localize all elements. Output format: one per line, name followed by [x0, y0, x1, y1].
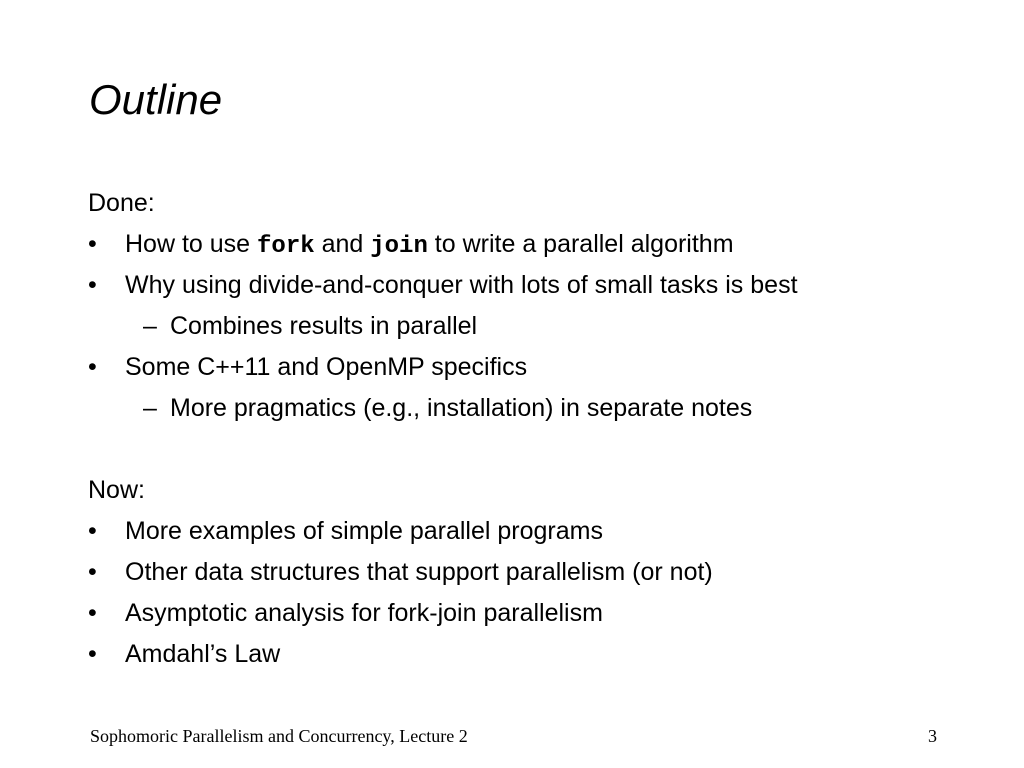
now-item — [88, 594, 988, 635]
dash-icon: – — [143, 394, 157, 422]
bullet-icon: • — [88, 230, 97, 258]
now-heading: Now: — [88, 476, 145, 504]
bullet-icon: • — [88, 353, 97, 381]
done-item-divide-conquer-text: Why using divide-and-conquer with lots of small tasks is best — [125, 271, 798, 299]
footer-course-title: Sophomoric Parallelism and Concurrency, Lecture 2 — [90, 726, 468, 746]
done-list — [88, 225, 988, 430]
code-fork: fork — [257, 233, 315, 260]
done-item-divide-conquer — [88, 266, 988, 307]
bullet-icon: • — [88, 640, 97, 668]
now-list — [88, 512, 988, 676]
footer-page-number: 3 — [928, 726, 937, 746]
done-heading: Done: — [88, 189, 155, 217]
done-subitem-pragmatics — [88, 389, 988, 430]
done-item-fork-join-after: to write a parallel algorithm — [427, 230, 734, 258]
dash-icon: – — [143, 312, 157, 340]
now-item — [88, 635, 988, 676]
now-item — [88, 512, 988, 553]
bullet-icon: • — [88, 271, 97, 299]
done-item-fork-join-middle: and — [314, 230, 371, 258]
bullet-icon: • — [88, 599, 97, 627]
done-item-specifics-text: Some C++11 and OpenMP specifics — [125, 353, 528, 381]
slide-title: Outline — [89, 76, 223, 123]
section-spacer — [88, 430, 988, 471]
now-item — [88, 553, 988, 594]
done-item-fork-join — [88, 225, 988, 266]
now-item-text: Other data structures that support parallelism (or not) — [125, 558, 713, 586]
now-item-text: Amdahl’s Law — [125, 640, 281, 668]
bullet-icon: • — [88, 517, 97, 545]
now-item-text: Asymptotic analysis for fork-join parallelism — [125, 599, 603, 627]
done-subitem-combines — [88, 307, 988, 348]
code-join: join — [370, 233, 428, 260]
done-subitem-combines-text: Combines results in parallel — [170, 312, 478, 340]
bullet-icon: • — [88, 558, 97, 586]
done-item-fork-join-before: How to use — [125, 230, 258, 258]
done-item-specifics — [88, 348, 988, 389]
now-item-text: More examples of simple parallel programs — [125, 517, 603, 545]
done-subitem-pragmatics-text: More pragmatics (e.g., installation) in separate notes — [170, 394, 753, 422]
slide-body — [88, 184, 988, 676]
